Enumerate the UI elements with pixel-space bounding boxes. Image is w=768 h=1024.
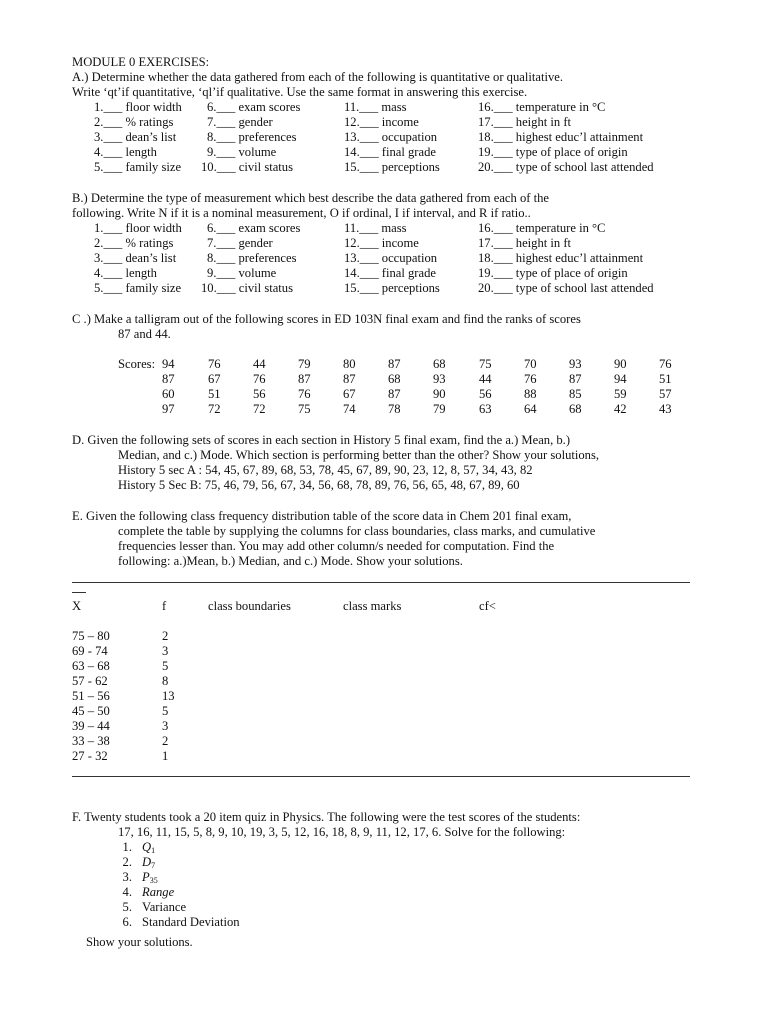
item: 18.___ highest educ’l attainment	[478, 130, 644, 144]
score: 57	[659, 387, 672, 401]
score: 67	[208, 372, 221, 386]
item: 16.___ temperature in °C	[478, 100, 606, 114]
score: 93	[569, 357, 582, 371]
item-symbol: D	[142, 855, 152, 869]
header-class-boundaries: class boundaries	[208, 599, 291, 613]
section-e-line4: following: a.)Mean, b.) Median, and c.) Mode. Show your solutions.	[118, 554, 463, 568]
section-b-instructions-line1: B.) Determine the type of measurement which best describe the data gathered from each of the	[72, 191, 549, 205]
class-interval: 75 – 80	[72, 629, 110, 643]
section-f-line2: 17, 16, 11, 15, 5, 8, 9, 10, 19, 3, 5, 12, 16, 18, 8, 9, 11, 12, 17, 6. Solve for the following:	[118, 825, 566, 839]
class-interval: 69 - 74	[72, 644, 108, 658]
item-subscript: 1	[151, 846, 156, 855]
score: 93	[433, 372, 446, 386]
section-d-line1: D. Given the following sets of scores in each section in History 5 final exam, find the a.) Mean, b.)	[72, 433, 571, 447]
item: 5.___ family size	[94, 160, 182, 174]
item: 9.___ volume	[207, 266, 277, 280]
score: 68	[433, 357, 446, 371]
frequency: 1	[162, 749, 169, 763]
score: 88	[524, 387, 537, 401]
item: 5.___ family size	[94, 281, 182, 295]
item-label: Variance	[142, 900, 187, 914]
item-number: 5.	[122, 900, 132, 914]
item: 9.___ volume	[207, 145, 277, 159]
score: 87	[298, 372, 311, 386]
score: 76	[298, 387, 311, 401]
header-f: f	[162, 599, 167, 613]
score: 51	[659, 372, 672, 386]
section-f-line1: F. Twenty students took a 20 item quiz in Physics. The following were the test scores of the students:	[72, 810, 581, 824]
item-symbol: Range	[142, 885, 175, 899]
score: 85	[569, 387, 582, 401]
item: 8.___ preferences	[207, 130, 297, 144]
item: 12.___ income	[344, 236, 419, 250]
score: 76	[524, 372, 537, 386]
section-a-instructions-line1: A.) Determine whether the data gathered from each of the following is quantitative or qualitative.	[72, 70, 563, 84]
frequency: 2	[162, 734, 169, 748]
class-interval: 39 – 44	[72, 719, 110, 733]
section-e-line3: frequencies lesser than. You may add other column/s needed for computation. Find the	[118, 539, 555, 553]
score: 79	[298, 357, 311, 371]
header-x: X	[72, 599, 82, 613]
header-cf: cf<	[479, 599, 496, 613]
page-title: MODULE 0 EXERCISES:	[72, 55, 210, 69]
item: 11.___ mass	[344, 100, 407, 114]
score: 68	[569, 402, 582, 416]
class-interval: 57 - 62	[72, 674, 108, 688]
item: 10.___ civil status	[201, 281, 293, 295]
item: 17.___ height in ft	[478, 115, 572, 129]
item: 6.___ exam scores	[207, 100, 301, 114]
item-number: 4.	[122, 885, 132, 899]
score: 43	[659, 402, 672, 416]
score: 44	[479, 372, 492, 386]
section-f-closing: Show your solutions.	[86, 935, 193, 949]
scores-label: Scores:	[118, 357, 156, 371]
item: 3.___ dean’s list	[94, 130, 177, 144]
item: 14.___ final grade	[344, 145, 436, 159]
x-bar-overline	[72, 592, 86, 593]
item: 4.___ length	[94, 145, 157, 159]
table-top-rule	[72, 582, 690, 583]
item: 18.___ highest educ’l attainment	[478, 251, 644, 265]
section-b-instructions-line2: following. Write N if it is a nominal measurement, O if ordinal, I if interval, and R if ratio..	[72, 206, 531, 220]
score: 68	[388, 372, 401, 386]
item: 11.___ mass	[344, 221, 407, 235]
frequency: 3	[162, 719, 169, 733]
item: 7.___ gender	[207, 115, 273, 129]
score: 63	[479, 402, 492, 416]
score: 44	[253, 357, 266, 371]
item: 20.___ type of school last attended	[478, 281, 654, 295]
score: 87	[162, 372, 175, 386]
score: 75	[479, 357, 492, 371]
score: 42	[614, 402, 627, 416]
score: 94	[162, 357, 175, 371]
section-e-line2: complete the table by supplying the columns for class boundaries, class marks, and cumulative	[118, 524, 596, 538]
item: 13.___ occupation	[344, 130, 438, 144]
class-interval: 33 – 38	[72, 734, 110, 748]
score: 78	[388, 402, 401, 416]
item-number: 1.	[122, 840, 132, 854]
item-number: 3.	[122, 870, 132, 884]
item: 14.___ final grade	[344, 266, 436, 280]
score: 87	[388, 387, 401, 401]
class-interval: 45 – 50	[72, 704, 110, 718]
score: 90	[614, 357, 627, 371]
score: 74	[343, 402, 356, 416]
frequency: 3	[162, 644, 169, 658]
item-number: 2.	[122, 855, 132, 869]
score: 90	[433, 387, 446, 401]
item: 6.___ exam scores	[207, 221, 301, 235]
item-symbol: P	[142, 870, 150, 884]
item: 4.___ length	[94, 266, 157, 280]
score: 87	[343, 372, 356, 386]
score: 97	[162, 402, 175, 416]
section-d-sec-b: History 5 Sec B: 75, 46, 79, 56, 67, 34, 56, 68, 78, 89, 76, 56, 65, 48, 67, 89, 60	[118, 478, 520, 492]
item: 20.___ type of school last attended	[478, 160, 654, 174]
item: 16.___ temperature in °C	[478, 221, 606, 235]
score: 72	[208, 402, 221, 416]
item: 15.___ perceptions	[344, 281, 440, 295]
score: 80	[343, 357, 356, 371]
item-subscript: 35	[149, 876, 158, 885]
item-label	[142, 885, 174, 900]
section-c-instructions-line1: C .) Make a talligram out of the following scores in ED 103N final exam and find the ranks of scores	[72, 312, 581, 326]
item: 8.___ preferences	[207, 251, 297, 265]
item-symbol: Q	[142, 840, 152, 854]
score: 64	[524, 402, 537, 416]
class-interval: 63 – 68	[72, 659, 110, 673]
score: 51	[208, 387, 221, 401]
section-d-sec-a: History 5 sec A : 54, 45, 67, 89, 68, 53, 78, 45, 67, 89, 90, 23, 12, 8, 57, 34, 43, 82	[118, 463, 533, 477]
score: 67	[343, 387, 356, 401]
section-c-instructions-line2: 87 and 44.	[118, 327, 171, 341]
score: 76	[253, 372, 266, 386]
item-label: Standard Deviation	[142, 915, 240, 929]
item-number: 6.	[122, 915, 132, 929]
class-interval: 27 - 32	[72, 749, 108, 763]
section-d-line2: Median, and c.) Mode. Which section is performing better than the other? Show your solutions,	[118, 448, 600, 462]
item: 19.___ type of place of origin	[478, 266, 628, 280]
item: 13.___ occupation	[344, 251, 438, 265]
score: 56	[253, 387, 266, 401]
score: 70	[524, 357, 537, 371]
item-subscript: 7	[151, 861, 156, 870]
item: 2.___ % ratings	[94, 115, 174, 129]
table-bottom-rule	[72, 776, 690, 777]
item: 2.___ % ratings	[94, 236, 174, 250]
score: 76	[659, 357, 672, 371]
score: 56	[479, 387, 492, 401]
item: 15.___ perceptions	[344, 160, 440, 174]
score: 75	[298, 402, 311, 416]
item: 7.___ gender	[207, 236, 273, 250]
frequency: 13	[162, 689, 175, 703]
score: 60	[162, 387, 175, 401]
item: 1.___ floor width	[94, 100, 182, 114]
item: 12.___ income	[344, 115, 419, 129]
frequency: 2	[162, 629, 169, 643]
score: 94	[614, 372, 627, 386]
frequency: 8	[162, 674, 169, 688]
frequency: 5	[162, 659, 169, 673]
item: 17.___ height in ft	[478, 236, 572, 250]
score: 87	[388, 357, 401, 371]
header-class-marks: class marks	[343, 599, 402, 613]
class-interval: 51 – 56	[72, 689, 110, 703]
item: 1.___ floor width	[94, 221, 182, 235]
score: 76	[208, 357, 221, 371]
frequency: 5	[162, 704, 169, 718]
item: 19.___ type of place of origin	[478, 145, 628, 159]
section-a-instructions-line2: Write ‘qt’if quantitative, ‘ql’if qualitative. Use the same format in answering this exercise.	[72, 85, 528, 99]
score: 79	[433, 402, 446, 416]
score: 72	[253, 402, 266, 416]
item: 3.___ dean’s list	[94, 251, 177, 265]
item: 10.___ civil status	[201, 160, 293, 174]
section-e-line1: E. Given the following class frequency distribution table of the score data in Chem 201 final exam,	[72, 509, 572, 523]
score: 59	[614, 387, 627, 401]
score: 87	[569, 372, 582, 386]
